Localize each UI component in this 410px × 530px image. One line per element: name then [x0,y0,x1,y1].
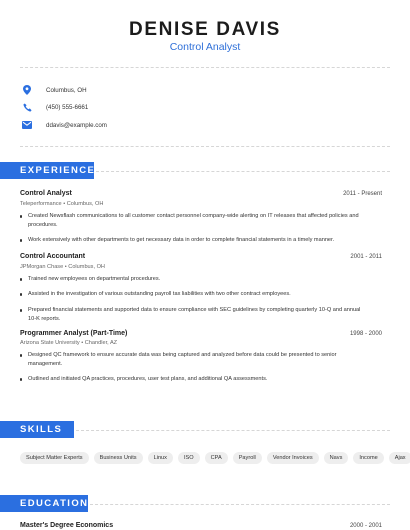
job-bullet: Work extensively with other departments to get necessary data in order to complete financial statements in a timely manner. [20,236,365,245]
contact-phone [22,101,88,113]
experience-heading-line [96,171,390,172]
phone-text: (450) 555-6661 [46,103,89,111]
job-bullet: Assisted in the investigation of various outstanding payroll tax liabilities with two other contract employees. [20,290,365,299]
location-text: Columbus, OH [46,86,87,94]
skill-chip: Linux [148,452,173,464]
job-company: Arizona State University • Chandler, AZ [20,340,118,346]
skills-heading-line [76,430,390,431]
candidate-role: Control Analyst [169,41,241,53]
skills-heading: SKILLS [0,421,74,438]
skill-chip: Ajax [389,452,410,464]
job-bullet: Trained new employees on departmental procedures. [20,275,365,284]
skill-chip: Income [353,452,383,464]
education-dates: 2000 - 2001 [349,523,382,529]
job-company: JPMorgan Chase • Columbus, OH [20,264,105,270]
skill-chip: Navs [324,452,349,464]
contact-location [22,84,87,96]
contact-divider [20,146,390,147]
experience-heading: EXPERIENCE [0,162,94,179]
email-icon [22,120,32,130]
job-company: Teleperformance • Columbus, OH [20,201,104,207]
education-degree: Master's Degree Economics [20,522,114,529]
skill-chip: Subject Matter Experts [20,452,89,464]
skill-chip: ISO [178,452,200,464]
education-heading: EDUCATION [0,495,88,512]
candidate-name: DENISE DAVIS [129,19,281,40]
job-dates: 1998 - 2000 [349,331,382,337]
job-title: Control Analyst [20,190,72,197]
header-divider [20,67,390,68]
job-bullet: Outlined and initiated QA practices, procedures, user test plans, and additional QA assessments. [20,375,365,384]
email-text[interactable]: ddavis@example.com [46,121,107,129]
job-dates: 2001 - 2011 [350,254,382,260]
job-bullet: Prepared financial statements and supported data to ensure compliance with SEC guidelines by completing quarterly 10-Q and annual 10-K reports. [20,306,365,324]
skill-chip: CPA [205,452,228,464]
contact-email [22,119,107,131]
job-dates: 2011 - Present [343,191,382,197]
job-bullet: Created Newsflash communications to all customer contact personnel company-wide alerting on IT releases that affected policies and procedures. [20,212,365,230]
skills-list [20,452,410,464]
job-title: Control Accountant [20,253,86,260]
education-heading-line [90,504,390,505]
skill-chip: Business Units [94,452,143,464]
skill-chip: Payroll [233,452,262,464]
job-bullet: Designed QC framework to ensure accurate data was being captured and analyzed before data could be presented to senior management. [20,351,365,369]
skill-chip: Vendor Invoices [267,452,319,464]
job-title: Programmer Analyst (Part-Time) [20,330,128,337]
location-pin-icon [22,85,32,95]
phone-icon [22,102,32,112]
